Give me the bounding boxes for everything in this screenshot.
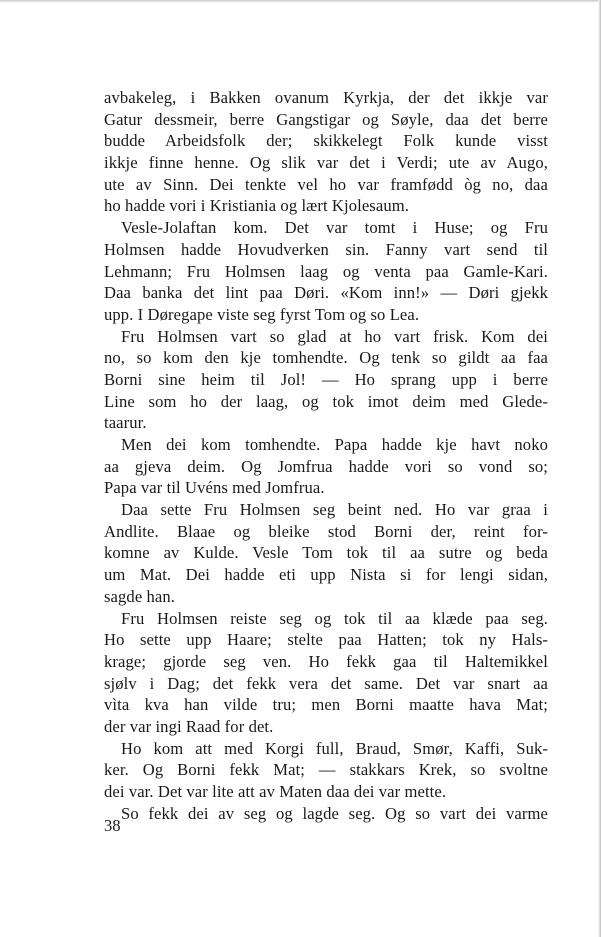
text-line: dei var. Det var lite att av Maten daa dei var mette.	[104, 782, 447, 801]
text-line: ikkje finne henne. Og slik var det i Verdi; ute av Augo,	[104, 153, 548, 173]
page-top-edge	[0, 0, 601, 3]
text-line: Ho sette upp Haare; stelte paa Hatten; tok ny Hals-	[104, 630, 548, 650]
text-line: Fru Holmsen vart so glad at ho vart frisk. Kom dei	[121, 326, 548, 346]
text-line: sagde han.	[104, 586, 176, 606]
text-line: upp. I Døregape viste seg fyrst Tom og so Lea.	[104, 304, 420, 324]
text-line: Ho kom att med Korgi full, Braud, Smør, Kaffi, Suk-	[121, 738, 548, 758]
text-line: Borni sine heim til Jol! — Ho sprang upp i berre	[104, 369, 548, 389]
text-line: sjølv i Dag; det fekk vera det same. Det var snart aa	[104, 673, 548, 693]
text-line: Fru Holmsen reiste seg og tok til aa klæde paa seg.	[121, 608, 548, 628]
text-line: Men dei kom tomhendte. Papa hadde kje havt noko	[121, 435, 548, 454]
page-number: 38	[104, 816, 121, 835]
text-line: der var ingi Raad for det.	[104, 716, 274, 736]
text-line: budde Arbeidsfolk der; skikkelegt Folk kunde visst	[104, 131, 548, 151]
text-line: ker. Og Borni fekk Mat; — stakkars Krek, so svoltne	[104, 760, 548, 780]
text-line: um Mat. Dei hadde eti upp Nista si for lengi sidan,	[104, 565, 548, 585]
text-line: Daa sette Fru Holmsen seg beint ned. Ho var graa i	[121, 500, 548, 520]
text-line: Daa banka det lint paa Døri. «Kom inn!» — Døri gjekk	[104, 283, 548, 303]
text-line: Andlite. Blaae og bleike stod Borni der, reint for-	[104, 521, 548, 541]
text-line: Vesle-Jolaftan kom. Det var tomt i Huse; og Fru	[121, 218, 548, 238]
text-line: vìta kva han vilde tru; men Borni maatte hava Mat;	[104, 695, 548, 715]
text-line: krage; gjorde seg ven. Ho fekk gaa til Haltemikkel	[104, 651, 548, 671]
text-line: avbakeleg, i Bakken ovanum Kyrkja, der det ikkje var	[104, 88, 548, 107]
text-line: aa gjeva deim. Og Jomfrua hadde vori so vond so;	[104, 456, 548, 476]
text-line: taarur.	[104, 413, 147, 433]
text-line: Line som ho der laag, og tok imot deim med Glede-	[104, 391, 548, 411]
text-line: ute av Sinn. Dei tenkte vel ho var framfødd òg no, daa	[104, 174, 548, 194]
text-line: Gatur dessmeir, berre Gangstigar og Søyle, daa det berre	[104, 109, 548, 129]
text-line: So fekk dei av seg og lagde seg. Og so vart dei varme	[121, 803, 548, 823]
text-line: Lehmann; Fru Holmsen laag og venta paa Gamle-Kari.	[104, 261, 548, 281]
text-line: Holmsen hadde Hovudverken sin. Fanny vart send til	[104, 239, 548, 259]
text-line: Papa var til Uvéns med Jomfrua.	[104, 478, 325, 498]
text-line: no, so kom den kje tomhendte. Og tenk so gildt aa faa	[104, 348, 548, 368]
text-line: ho hadde vori i Kristiania og lært Kjolesaum.	[104, 196, 409, 216]
body-text	[104, 87, 548, 824]
text-line: komne av Kulde. Vesle Tom tok til aa sutre og beda	[104, 543, 548, 563]
